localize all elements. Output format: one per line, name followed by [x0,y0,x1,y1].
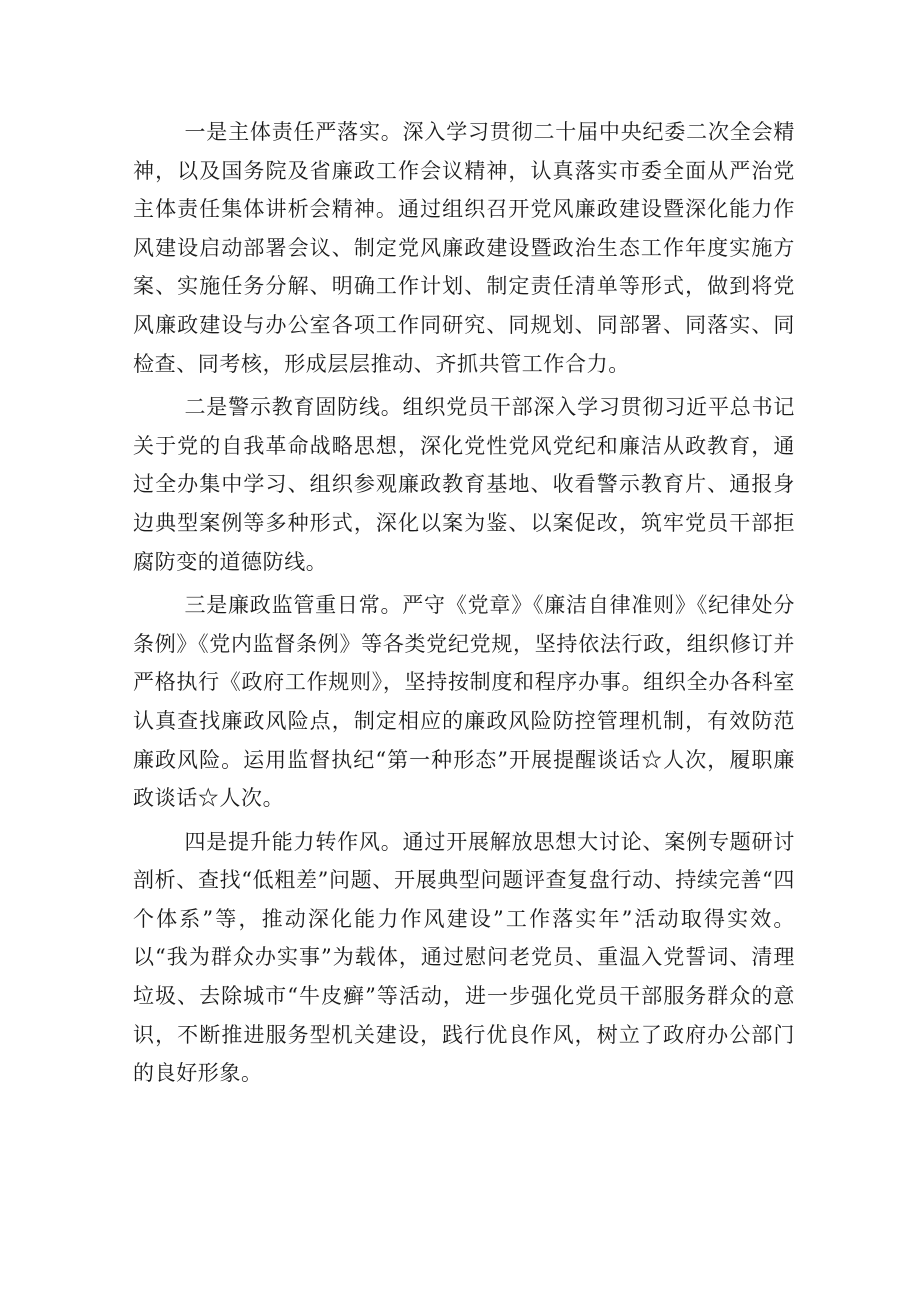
paragraph-main-responsibility: 一是主体责任严落实。深入学习贯彻二十届中央纪委二次全会精神，以及国务院及省廉政工作会议精神，认真落实市委全面从严治党主体责任集体讲析会精神。通过组织召开党风廉政建设暨深化能力作风建设启动部署会议、制定党风廉政建设暨政治生态工作年度实施方案、实施任务分解、明确工作计划、制定责任清单等形式，做到将党风廉政建设与办公室各项工作同研究、同规划、同部署、同落实、同检查、同考核，形成层层推动、齐抓共管工作合力。 [133,120,795,376]
paragraph-warning-education: 二是警示教育固防线。组织党员干部深入学习贯彻习近平总书记关于党的自我革命战略思想，深化党性党风党纪和廉洁从政教育，通过全办集中学习、组织参观廉政教育基地、收看警示教育片、通报身边典型案例等多种形式，深化以案为鉴、以案促改，筑牢党员干部拒腐防变的道德防线。 [133,395,795,574]
document-body [133,113,795,1098]
paragraph-integrity-supervision: 三是廉政监管重日常。严守《党章》《廉洁自律准则》《纪律处分条例》《党内监督条例》等各类党纪党规，坚持依法行政，组织修订并严格执行《政府工作规则》，坚持按制度和程序办事。组织全办各科室认真查找廉政风险点，制定相应的廉政风险防控管理机制，有效防范廉政风险。运用监督执纪“第一种形态”开展提醒谈话☆人次，履职廉政谈话☆人次。 [133,593,795,811]
paragraph-ability-style: 四是提升能力转作风。通过开展解放思想大讨论、案例专题研讨剖析、查找“低粗差”问题、开展典型问题评查复盘行动、持续完善“四个体系”等，推动深化能力作风建设”工作落实年”活动取得实效。以“我为群众办实事”为载体，通过慰问老党员、重温入党誓词、清理垃圾、去除城市“牛皮癣”等活动，进一步强化党员干部服务群众的意识，不断推进服务型机关建设，践行优良作风，树立了政府办公部门的良好形象。 [133,829,795,1086]
